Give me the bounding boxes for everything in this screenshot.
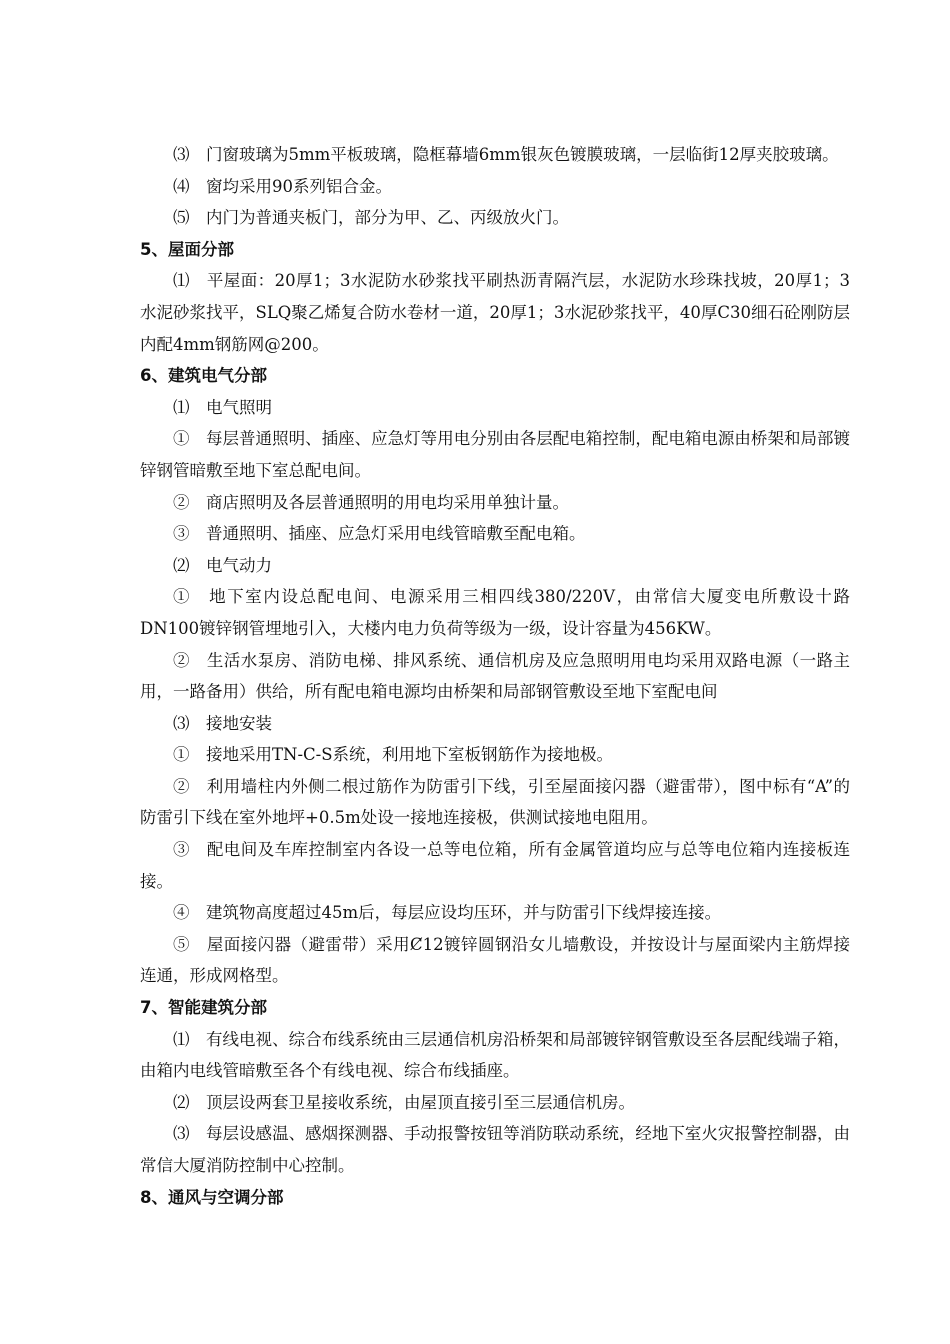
heading-roofing: 5、屋面分部: [140, 239, 234, 259]
paragraph-lighting-2: ② 商店照明及各层普通照明的用电均采用单独计量。: [173, 492, 569, 512]
heading-electrical: 6、建筑电气分部: [140, 366, 267, 386]
paragraph-grounding-2: ② 利用墙柱内外侧二根过筋作为防雷引下线，引至屋面接闪器（避雷带），图中标有“A”的防雷引下线在室外地坪+0.5m处设一接地连接极，供测试接地电阻用。: [140, 776, 850, 828]
heading-intelligent-building: 7、智能建筑分部: [140, 998, 267, 1018]
paragraph-grounding-5: ⑤ 屋面接闪器（避雷带）采用Ȼ12镀锌圆钢沿女儿墙敷设，并按设计与屋面梁内主筋焊接连通，形成网格型。: [140, 934, 850, 986]
subheading-grounding: ⑶ 接地安装: [173, 713, 272, 733]
paragraph-window-aluminum: ⑷ 窗均采用90系列铝合金。: [173, 176, 392, 196]
paragraph-grounding-3: ③ 配电间及车库控制室内各设一总等电位箱，所有金属管道均应与总等电位箱内连接板连接。: [140, 840, 850, 891]
paragraph-inner-doors: ⑸ 内门为普通夹板门，部分为甲、乙、丙级放火门。: [173, 208, 569, 228]
paragraph-cable-tv: ⑴ 有线电视、综合布线系统由三层通信机房沿桥架和局部镀锌钢管敷设至各层配线端子箱，由箱内电线管暗敷至各个有线电视、综合布线插座。: [140, 1029, 850, 1081]
paragraph-power-1: ① 地下室内设总配电间、电源采用三相四线380/220V，由常信大厦变电所敷设十路DN100镀锌钢管埋地引入，大楼内电力负荷等级为一级，设计容量为456KW。: [140, 587, 850, 638]
heading-hvac: 8、通风与空调分部: [140, 1187, 284, 1207]
subheading-lighting: ⑴ 电气照明: [173, 397, 272, 417]
paragraph-flat-roof: ⑴ 平屋面：20厚1；3水泥防水砂浆找平刷热沥青隔汽层，水泥防水珍珠找坡，20厚1；3水泥砂浆找平，SLQ聚乙烯复合防水卷材一道，20厚1；3水泥砂浆找平，40厚C30细石砼刚防层内配4mm钢筋网@200。: [140, 271, 850, 354]
paragraph-power-2: ② 生活水泵房、消防电梯、排风系统、通信机房及应急照明用电均采用双路电源（一路主用，一路备用）供给，所有配电箱电源均由桥架和局部钢管敷设至地下室配电间: [140, 650, 850, 702]
paragraph-satellite: ⑵ 顶层设两套卫星接收系统，由屋顶直接引至三层通信机房。: [173, 1092, 635, 1112]
paragraph-fire-alarm: ⑶ 每层设感温、感烟探测器、手动报警按钮等消防联动系统，经地下室火灾报警控制器，由常信大厦消防控制中心控制。: [140, 1124, 850, 1175]
paragraph-door-glass: ⑶ 门窗玻璃为5mm平板玻璃，隐框幕墙6mm银灰色镀膜玻璃，一层临街12厚夹胶玻璃。: [173, 145, 839, 164]
paragraph-lighting-3: ③ 普通照明、插座、应急灯采用电线管暗敷至配电箱。: [173, 524, 586, 544]
subheading-power: ⑵ 电气动力: [173, 555, 272, 575]
paragraph-grounding-4: ④ 建筑物高度超过45m后，每层应设均压环，并与防雷引下线焊接连接。: [173, 903, 722, 923]
paragraph-grounding-1: ① 接地采用TN-C-S系统，利用地下室板钢筋作为接地极。: [173, 745, 614, 765]
paragraph-lighting-1: ① 每层普通照明、插座、应急灯等用电分别由各层配电箱控制，配电箱电源由桥架和局部镀锌钢管暗敷至地下室总配电间。: [140, 429, 850, 480]
document-page: [140, 139, 850, 1213]
